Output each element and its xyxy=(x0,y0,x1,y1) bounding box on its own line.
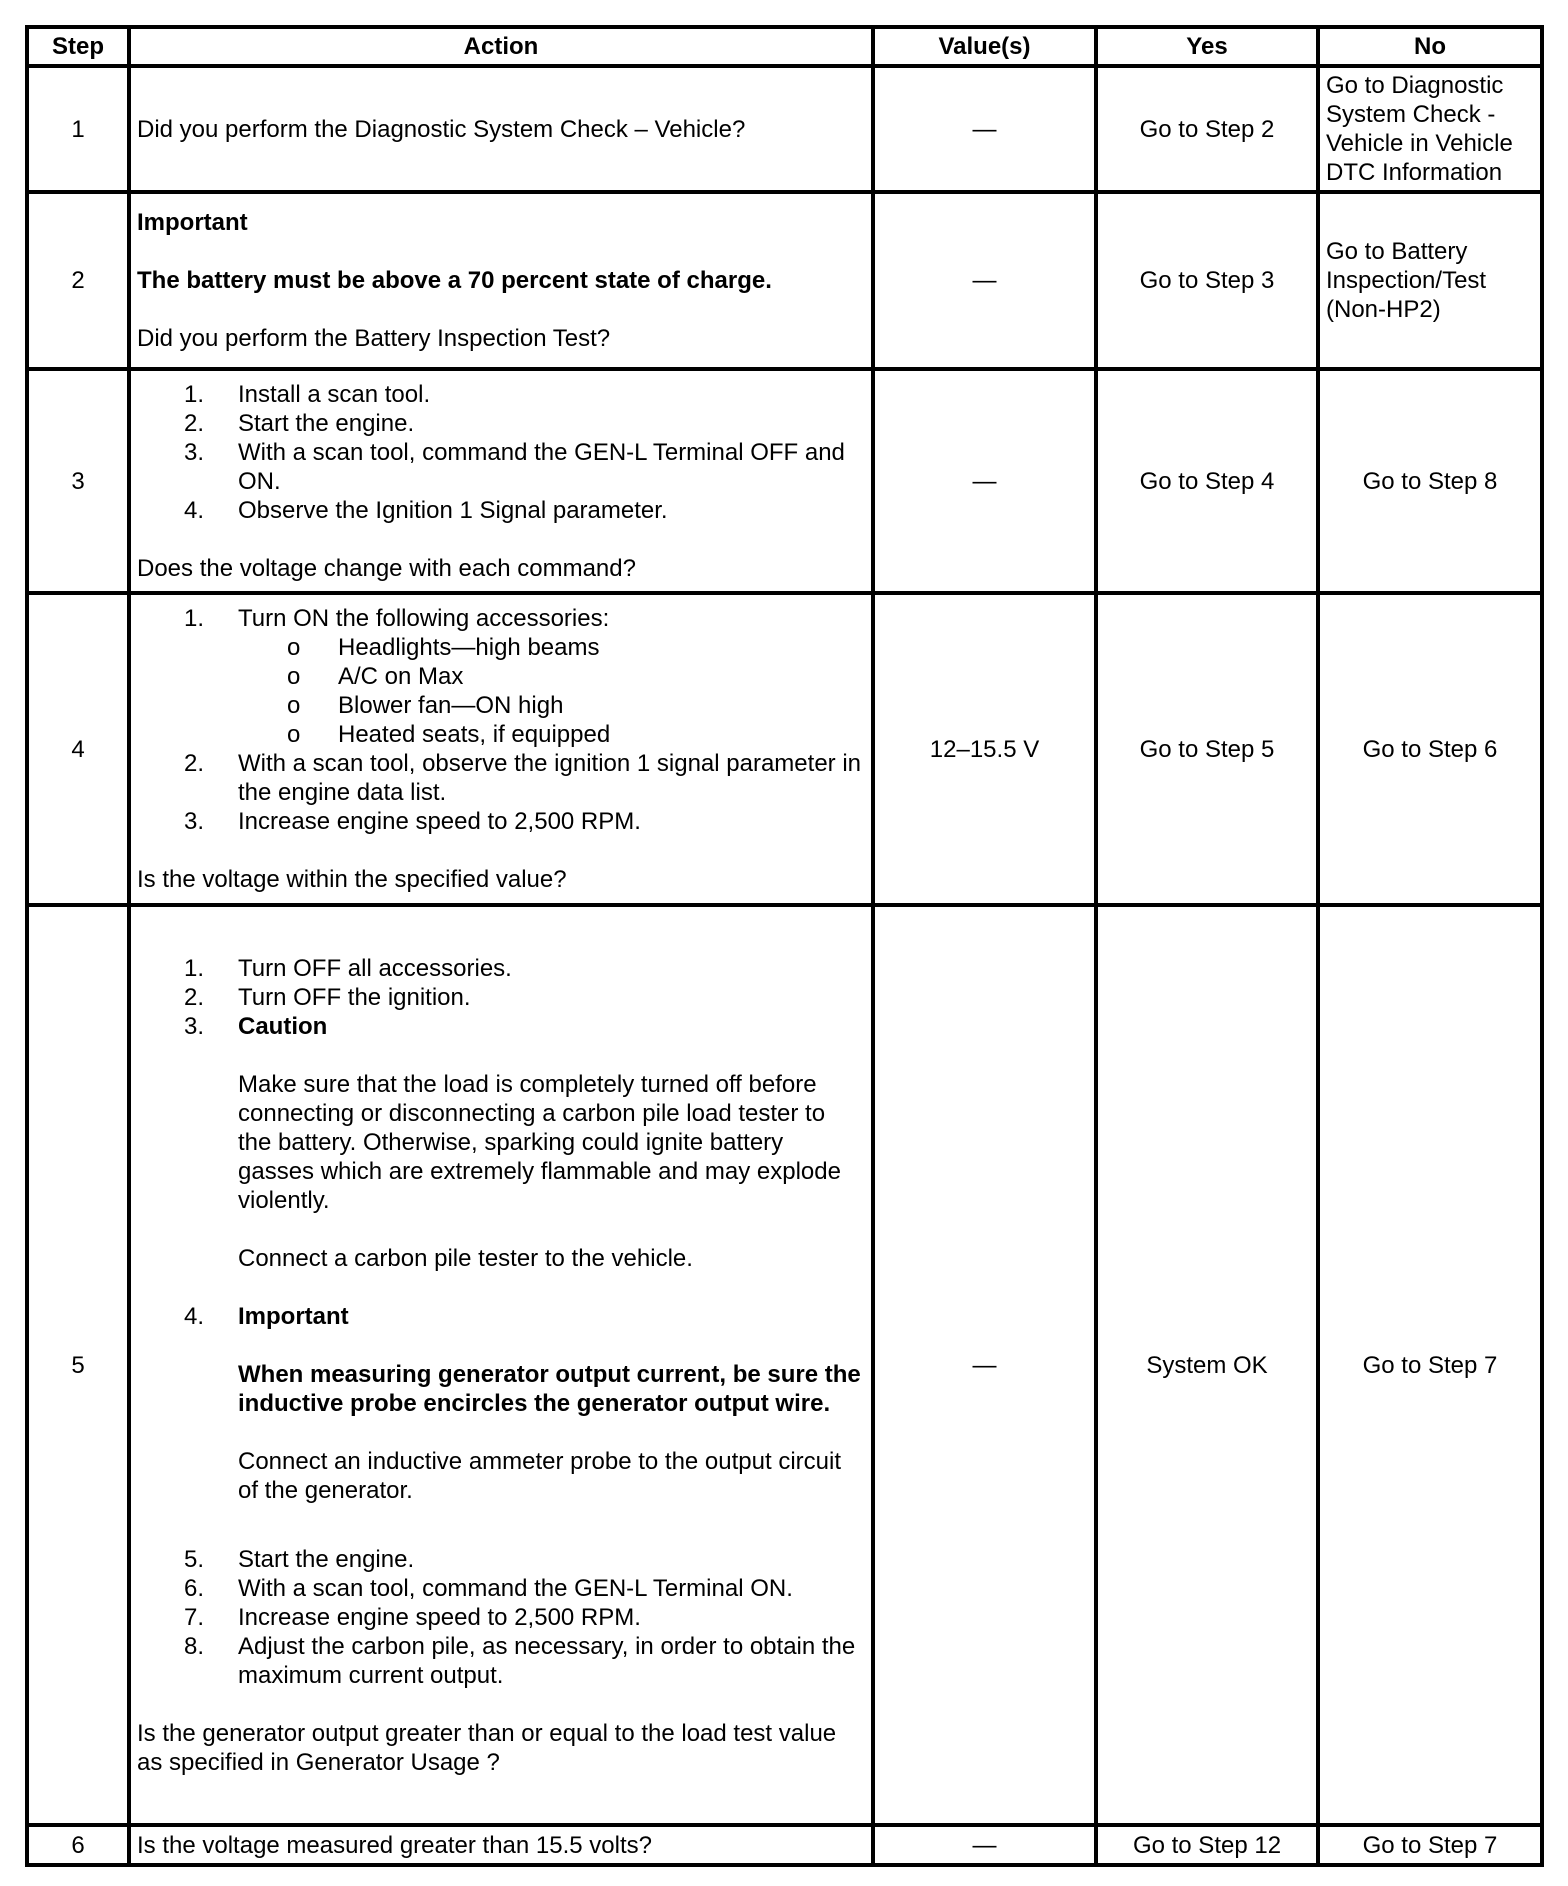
list-item: 2. With a scan tool, observe the ignition 1 signal parameter in the engine data list. xyxy=(184,750,862,806)
value-cell: — xyxy=(873,192,1096,369)
action-question: Did you perform the Diagnostic System Check – Vehicle? xyxy=(137,115,746,143)
list-item: 7. Increase engine speed to 2,500 RPM. xyxy=(184,1603,641,1631)
action-cell xyxy=(129,192,873,369)
important-note: When measuring generator output current, be sure the inductive probe encircles the generator output wire. xyxy=(238,1360,861,1417)
step-number: 6 xyxy=(27,1825,129,1865)
list-item: 4. Observe the Ignition 1 Signal parameter. xyxy=(184,496,668,524)
table-row xyxy=(27,369,1542,593)
sub-list-item: o A/C on Max xyxy=(287,663,464,690)
sub-list-item: o Blower fan—ON high xyxy=(287,692,564,719)
step-detail: Connect a carbon pile tester to the vehicle. xyxy=(238,1244,693,1272)
yes-cell[interactable]: System OK xyxy=(1096,905,1318,1825)
action-cell xyxy=(129,369,873,593)
table-row xyxy=(27,192,1542,369)
list-item: 2. Start the engine. xyxy=(184,409,415,437)
list-item: 3. Increase engine speed to 2,500 RPM. xyxy=(184,808,641,835)
no-line: Go to Battery xyxy=(1326,238,1468,265)
list-item: 3. With a scan tool, command the GEN-L Terminal OFF and ON. xyxy=(184,438,845,495)
header-step: Step xyxy=(27,27,129,66)
step-number: 4 xyxy=(27,593,129,905)
action-question: Is the voltage within the specified value? xyxy=(137,866,567,893)
no-line: Vehicle in Vehicle xyxy=(1326,130,1513,157)
yes-cell[interactable]: Go to Step 5 xyxy=(1096,593,1318,905)
value-cell: — xyxy=(873,369,1096,593)
action-question: Does the voltage change with each command? xyxy=(137,554,636,582)
value-cell: — xyxy=(873,66,1096,192)
list-item: 1. Install a scan tool. xyxy=(184,380,431,408)
table-row xyxy=(27,1825,1542,1865)
yes-cell[interactable]: Go to Step 3 xyxy=(1096,192,1318,369)
step-number: 1 xyxy=(27,66,129,192)
step-number: 2 xyxy=(27,192,129,369)
no-line: Inspection/Test xyxy=(1326,267,1487,294)
value-cell: — xyxy=(873,905,1096,1825)
no-cell[interactable] xyxy=(1318,66,1542,192)
header-row xyxy=(27,27,1542,66)
table-row xyxy=(27,593,1542,905)
no-line: Go to Diagnostic xyxy=(1326,72,1504,99)
yes-cell[interactable]: Go to Step 12 xyxy=(1096,1825,1318,1865)
value-cell: 12–15.5 V xyxy=(873,593,1096,905)
no-cell[interactable]: Go to Step 7 xyxy=(1318,1825,1542,1865)
diagnostic-table xyxy=(25,25,1544,1867)
header-yes: Yes xyxy=(1096,27,1318,66)
action-cell xyxy=(129,593,873,905)
list-item: 1. Turn ON the following accessories: xyxy=(184,605,610,632)
diagnostic-page xyxy=(25,25,1540,1867)
important-label: Important xyxy=(238,1302,349,1330)
yes-cell[interactable]: Go to Step 4 xyxy=(1096,369,1318,593)
action-question: Did you perform the Battery Inspection Test? xyxy=(137,325,611,352)
no-cell[interactable]: Go to Step 8 xyxy=(1318,369,1542,593)
action-question: Is the generator output greater than or equal to the load test value as specified in Generator Usage ? xyxy=(137,1719,837,1776)
no-line: System Check - xyxy=(1326,101,1496,128)
caution-label: Caution xyxy=(238,1012,328,1040)
table-row xyxy=(27,905,1542,1825)
sub-list-item: o Headlights—high beams xyxy=(287,634,600,661)
caution-text: Make sure that the load is completely turned off before connecting or disconnecting a carbon pile load tester to the battery. Otherwise, sparking could ignite battery gasses which are extremely flammable and may explode violently. xyxy=(238,1070,841,1214)
no-line: DTC Information xyxy=(1326,159,1503,186)
header-action: Action xyxy=(129,27,873,66)
list-item: 2. Turn OFF the ignition. xyxy=(184,983,471,1011)
header-no: No xyxy=(1318,27,1542,66)
yes-cell[interactable]: Go to Step 2 xyxy=(1096,66,1318,192)
list-item: 3. Caution xyxy=(184,1012,328,1040)
action-question: Is the voltage measured greater than 15.5 volts? xyxy=(137,1831,652,1859)
table-row xyxy=(27,66,1542,192)
step-number: 3 xyxy=(27,369,129,593)
list-item: 5. Start the engine. xyxy=(184,1545,415,1573)
no-cell[interactable]: Go to Step 7 xyxy=(1318,905,1542,1825)
important-note: The battery must be above a 70 percent state of charge. xyxy=(137,267,772,294)
list-item: 4. Important xyxy=(184,1302,349,1330)
list-item: 1. Turn OFF all accessories. xyxy=(184,954,512,982)
action-cell xyxy=(129,66,873,192)
list-item: 8. Adjust the carbon pile, as necessary, in order to obtain the maximum current output. xyxy=(184,1632,856,1689)
value-cell: — xyxy=(873,1825,1096,1865)
important-label: Important xyxy=(137,209,248,236)
no-line: (Non-HP2) xyxy=(1326,296,1441,323)
action-cell xyxy=(129,1825,873,1865)
action-cell xyxy=(129,905,873,1825)
no-cell[interactable] xyxy=(1318,192,1542,369)
no-cell[interactable]: Go to Step 6 xyxy=(1318,593,1542,905)
step-number: 5 xyxy=(27,905,129,1825)
step-detail: Connect an inductive ammeter probe to the output circuit of the generator. xyxy=(238,1447,841,1504)
list-item: 6. With a scan tool, command the GEN-L Terminal ON. xyxy=(184,1574,793,1602)
sub-list-item: o Heated seats, if equipped xyxy=(287,721,611,748)
header-value: Value(s) xyxy=(873,27,1096,66)
